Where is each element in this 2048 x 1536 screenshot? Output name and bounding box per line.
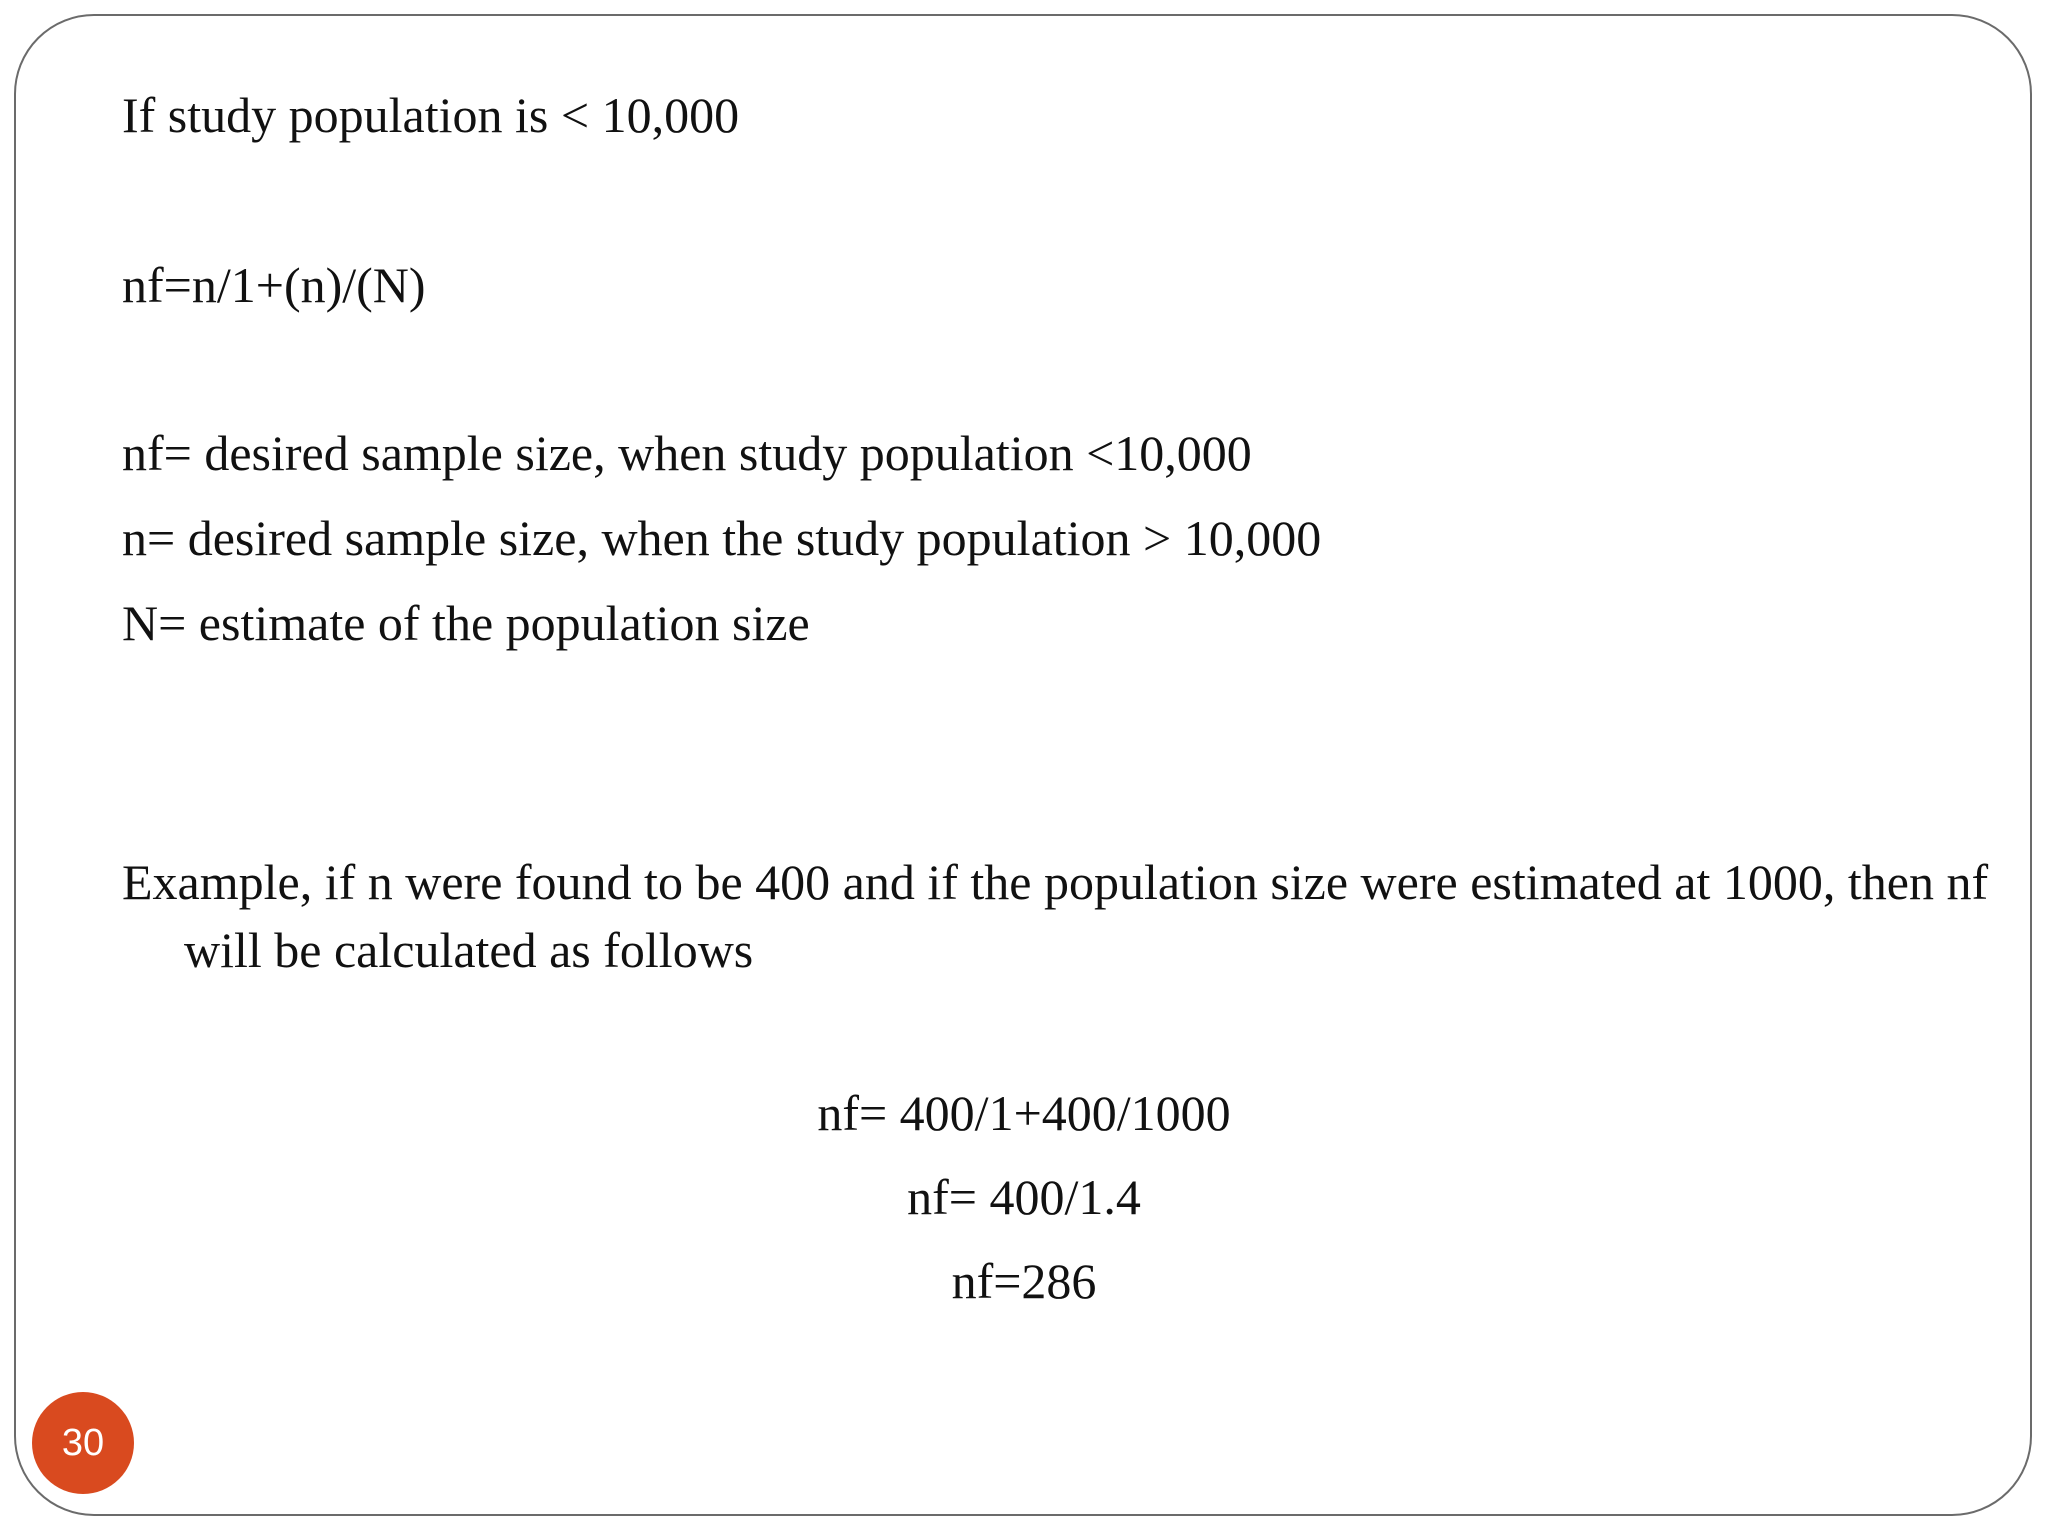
definition-n: n= desired sample size, when the study population > 10,000 bbox=[122, 510, 1322, 566]
calculation-step-2: nf= 400/1.4 bbox=[907, 1169, 1141, 1225]
example-paragraph: Example, if n were found to be 400 and if the population size were estimated at 1000, then nf will be calculated as follows bbox=[122, 854, 1989, 978]
definition-N: N= estimate of the population size bbox=[122, 595, 810, 651]
calculation-result: nf=286 bbox=[951, 1253, 1097, 1309]
page-number: 30 bbox=[61, 1421, 105, 1464]
page-number-badge bbox=[32, 1392, 134, 1494]
formula-line: nf=n/1+(n)/(N) bbox=[122, 257, 426, 313]
condition-line: If study population is < 10,000 bbox=[122, 87, 740, 143]
definition-nf: nf= desired sample size, when study population <10,000 bbox=[122, 425, 1252, 481]
calculation-step-1: nf= 400/1+400/1000 bbox=[817, 1085, 1231, 1141]
